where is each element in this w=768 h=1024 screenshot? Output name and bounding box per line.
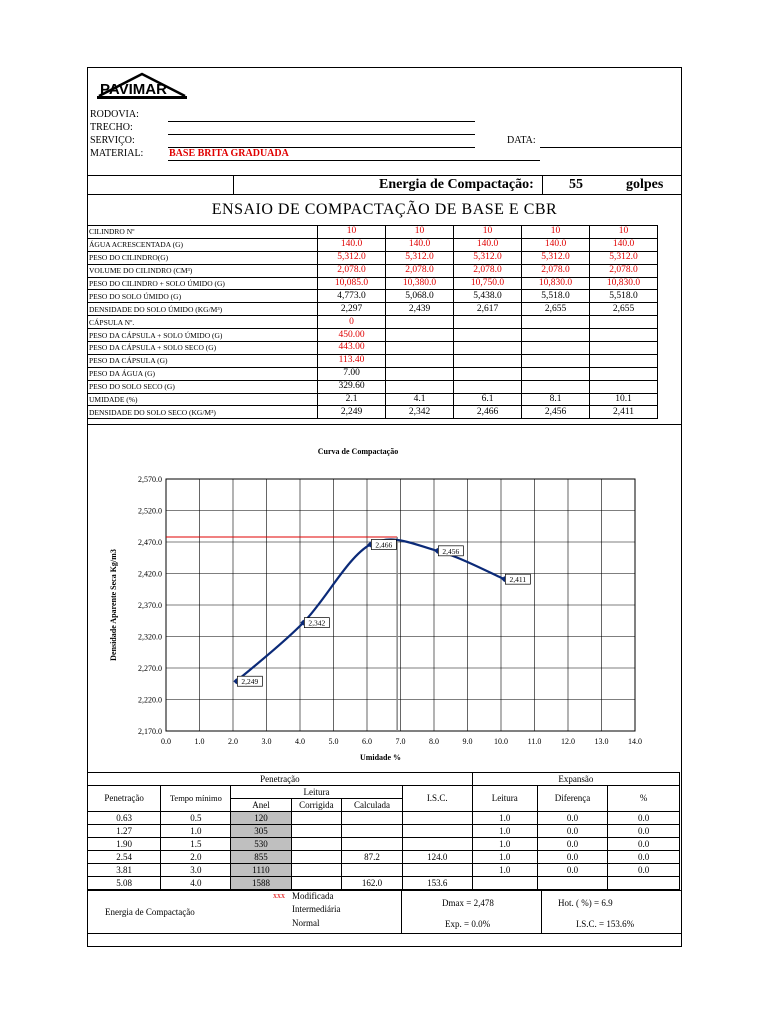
- cell-value: [454, 316, 522, 329]
- row-label: CILINDRO Nº: [88, 226, 318, 239]
- cell-anel: 305: [231, 825, 291, 838]
- cell-value: 2,617: [454, 303, 522, 316]
- x-tick-label: 4.0: [295, 737, 305, 746]
- cell-value: 4.1: [386, 393, 454, 406]
- x-tick-label: 6.0: [362, 737, 372, 746]
- row-label: VOLUME DO CILINDRO (CM³): [88, 264, 318, 277]
- cell-isc: [402, 838, 472, 851]
- cell-value: [386, 367, 454, 380]
- x-tick-label: 2.0: [228, 737, 238, 746]
- chart-area: [88, 424, 681, 773]
- cell-corr: [291, 838, 342, 851]
- cell-value: 329.60: [318, 380, 386, 393]
- y-tick-label: 2,420.0: [138, 569, 162, 579]
- data-label: 2,456: [442, 546, 460, 556]
- h-leitura: Leitura: [231, 786, 402, 799]
- table-row: [88, 264, 658, 277]
- cell-isc: [402, 812, 472, 825]
- cell-calc: [342, 838, 403, 851]
- option-intermediaria: Intermediária: [292, 904, 341, 914]
- cell-calc: 87.2: [342, 851, 403, 864]
- row-label: PESO DO SOLO SECO (G): [88, 380, 318, 393]
- cell-value: 10,085.0: [318, 277, 386, 290]
- cell-value: [454, 354, 522, 367]
- y-tick-label: 2,370.0: [138, 601, 162, 610]
- cell-calc: 162.0: [342, 877, 403, 890]
- x-tick-label: 12.0: [561, 737, 575, 746]
- cell-leit: 1.0: [472, 825, 537, 838]
- cell-pct: 0.0: [608, 812, 680, 825]
- cell-value: 2,078.0: [522, 264, 590, 277]
- cell-value: 10: [590, 226, 658, 239]
- cell-value: 10,830.0: [590, 277, 658, 290]
- y-tick-label: 2,570.0: [138, 475, 162, 484]
- cell-value: 5,312.0: [522, 251, 590, 264]
- table-row: [88, 838, 680, 851]
- h-calculada: Calculada: [342, 799, 403, 812]
- cell-value: 2,078.0: [318, 264, 386, 277]
- cell-value: [454, 367, 522, 380]
- cell-value: 5,312.0: [318, 251, 386, 264]
- cell-value: 10: [318, 226, 386, 239]
- x-tick-label: 7.0: [395, 737, 406, 746]
- data-label: 2,466: [375, 540, 393, 550]
- cell-pct: 0.0: [608, 864, 680, 877]
- cell-tempo: 1.0: [161, 825, 231, 838]
- summary-footer: [88, 890, 681, 934]
- row-label: CÁPSULA Nº.: [88, 316, 318, 329]
- cell-value: 5,312.0: [454, 251, 522, 264]
- cell-pen: 1.27: [88, 825, 161, 838]
- cell-value: [454, 329, 522, 342]
- label-material: MATERIAL:: [90, 148, 144, 159]
- cell-tempo: 3.0: [161, 864, 231, 877]
- table-row: [88, 825, 680, 838]
- cell-pen: 5.08: [88, 877, 161, 890]
- label-trecho: TRECHO:: [90, 122, 133, 133]
- cell-value: 140.0: [454, 238, 522, 251]
- cell-tempo: 4.0: [161, 877, 231, 890]
- table-row: [88, 393, 658, 406]
- option-modificada: Modificada: [292, 891, 334, 901]
- cell-value: 2,655: [590, 303, 658, 316]
- cell-value: 0: [318, 316, 386, 329]
- compaction-chart: [88, 425, 681, 773]
- y-tick-label: 2,320.0: [138, 632, 162, 642]
- logo-text: PAVIMAR: [100, 81, 167, 98]
- x-tick-label: 13.0: [594, 737, 609, 746]
- cell-corr: [291, 864, 342, 877]
- material-value: BASE BRITA GRADUADA: [169, 148, 289, 159]
- cell-tempo: 2.0: [161, 851, 231, 864]
- cell-leit: 1.0: [472, 812, 537, 825]
- cell-value: 443.00: [318, 342, 386, 355]
- x-tick-label: 14.0: [628, 737, 642, 746]
- cell-calc: [342, 825, 403, 838]
- cell-value: 140.0: [318, 238, 386, 251]
- y-axis-label: Densidade Aparente Seca Kg/m3: [109, 549, 118, 661]
- y-tick-label: 2,170.0: [138, 727, 162, 736]
- energy-separator: [542, 176, 543, 194]
- table-row: [88, 303, 658, 316]
- cell-pen: 0.63: [88, 812, 161, 825]
- cell-value: 5,438.0: [454, 290, 522, 303]
- cell-calc: [342, 864, 403, 877]
- table-row: [88, 851, 680, 864]
- cell-value: [454, 380, 522, 393]
- h-exp-leitura: Leitura: [472, 786, 537, 812]
- energy-box: [233, 175, 682, 195]
- table-row: [88, 251, 658, 264]
- group-expansao: Expansão: [472, 773, 679, 786]
- cell-value: 10.1: [590, 393, 658, 406]
- cell-value: 2.1: [318, 393, 386, 406]
- cell-value: [454, 342, 522, 355]
- label-servico: SERVIÇO:: [90, 135, 135, 146]
- cell-value: 7.00: [318, 367, 386, 380]
- cell-value: 2,078.0: [386, 264, 454, 277]
- cell-tempo: 1.5: [161, 838, 231, 851]
- cell-value: 2,297: [318, 303, 386, 316]
- cell-value: 2,466: [454, 406, 522, 419]
- x-tick-label: 9.0: [462, 737, 473, 746]
- cell-value: [590, 380, 658, 393]
- hot-value: Hot. ( %) = 6.9: [558, 898, 613, 908]
- cell-value: [386, 354, 454, 367]
- penetration-table: [87, 772, 680, 890]
- cell-value: [386, 342, 454, 355]
- label-data: DATA:: [507, 135, 536, 146]
- cell-isc: 153.6: [402, 877, 472, 890]
- cell-value: 5,312.0: [590, 251, 658, 264]
- cell-dif: 0.0: [537, 851, 607, 864]
- table-row: [88, 877, 680, 890]
- cell-anel: 530: [231, 838, 291, 851]
- cell-pct: 0.0: [608, 825, 680, 838]
- x-tick-label: 1.0: [194, 737, 205, 746]
- x-tick-label: 10.0: [494, 737, 508, 746]
- row-label: PESO DA CÁPSULA (G): [88, 354, 318, 367]
- cell-isc: 124.0: [402, 851, 472, 864]
- cell-dif: 0.0: [537, 812, 607, 825]
- table-row: [88, 406, 658, 419]
- cell-value: 2,078.0: [590, 264, 658, 277]
- energy-label: Energia de Compactação:: [379, 177, 534, 192]
- label-rodovia: RODOVIA:: [90, 109, 139, 120]
- footer-energy-label: Energia de Compactação: [105, 907, 195, 917]
- y-tick-label: 2,520.0: [138, 506, 162, 516]
- cell-value: [522, 354, 590, 367]
- table-row: [88, 226, 658, 239]
- table-row: [88, 290, 658, 303]
- table-row: [88, 354, 658, 367]
- row-label: PESO DA CÁPSULA + SOLO ÚMIDO (G): [88, 329, 318, 342]
- cell-value: [386, 316, 454, 329]
- cell-value: 2,342: [386, 406, 454, 419]
- row-label: DENSIDADE DO SOLO SECO (KG/M³): [88, 406, 318, 419]
- cell-pen: 1.90: [88, 838, 161, 851]
- cell-value: 5,518.0: [590, 290, 658, 303]
- compaction-table: [87, 225, 658, 419]
- cell-tempo: 0.5: [161, 812, 231, 825]
- cell-value: 2,411: [590, 406, 658, 419]
- cell-leit: 1.0: [472, 864, 537, 877]
- cell-value: 113.40: [318, 354, 386, 367]
- footer-separator: [541, 891, 542, 933]
- cell-value: [590, 354, 658, 367]
- energy-unit: golpes: [626, 177, 664, 192]
- row-label: PESO DA ÁGUA (G): [88, 367, 318, 380]
- y-tick-label: 2,270.0: [138, 664, 162, 673]
- cell-corr: [291, 851, 342, 864]
- footer-separator: [401, 891, 402, 933]
- row-label: DENSIDADE DO SOLO ÚMIDO (KG/M³): [88, 303, 318, 316]
- x-tick-label: 0.0: [161, 737, 171, 746]
- cell-value: [522, 316, 590, 329]
- cell-value: 2,456: [522, 406, 590, 419]
- table-row: [88, 277, 658, 290]
- table-row: [88, 864, 680, 877]
- h-tempo: Tempo mínimo: [161, 786, 231, 812]
- cell-value: [590, 329, 658, 342]
- cell-anel: 120: [231, 812, 291, 825]
- cell-value: 2,439: [386, 303, 454, 316]
- h-anel: Anel: [231, 799, 291, 812]
- cell-pct: 0.0: [608, 838, 680, 851]
- cell-value: [386, 380, 454, 393]
- cell-value: 10: [522, 226, 590, 239]
- cell-value: [522, 367, 590, 380]
- cell-dif: 0.0: [537, 838, 607, 851]
- cell-value: 2,655: [522, 303, 590, 316]
- rodovia-line: [168, 121, 475, 122]
- x-tick-label: 3.0: [261, 737, 272, 746]
- cell-calc: [342, 812, 403, 825]
- option-normal: Normal: [292, 918, 320, 928]
- cell-value: 2,249: [318, 406, 386, 419]
- cell-value: 10,830.0: [522, 277, 590, 290]
- energy-value: 55: [569, 177, 583, 192]
- cell-value: 10: [454, 226, 522, 239]
- table-row: [88, 329, 658, 342]
- data-label: 2,411: [509, 575, 527, 585]
- cell-value: 450.00: [318, 329, 386, 342]
- cell-corr: [291, 812, 342, 825]
- cell-isc: [402, 825, 472, 838]
- cell-corr: [291, 877, 342, 890]
- cell-value: 8.1: [522, 393, 590, 406]
- cell-anel: 1110: [231, 864, 291, 877]
- row-label: PESO DO CILINDRO(G): [88, 251, 318, 264]
- cell-pen: 2.54: [88, 851, 161, 864]
- cell-dif: [537, 877, 607, 890]
- cell-value: [522, 329, 590, 342]
- row-label: UMIDADE (%): [88, 393, 318, 406]
- table-row: [88, 342, 658, 355]
- h-corrigida: Corrigida: [291, 799, 342, 812]
- cell-corr: [291, 825, 342, 838]
- cell-value: 10,750.0: [454, 277, 522, 290]
- cell-pen: 3.81: [88, 864, 161, 877]
- row-label: PESO DA CÁPSULA + SOLO SECO (G): [88, 342, 318, 355]
- x-tick-label: 8.0: [429, 737, 439, 746]
- row-label: PESO DO SOLO ÚMIDO (G): [88, 290, 318, 303]
- data-label: 2,249: [241, 677, 259, 687]
- selected-marker: xxx: [273, 891, 285, 900]
- table-row: [88, 238, 658, 251]
- cell-value: 5,312.0: [386, 251, 454, 264]
- cell-value: 5,518.0: [522, 290, 590, 303]
- cell-anel: 1588: [231, 877, 291, 890]
- material-line: [168, 160, 540, 161]
- cell-value: [386, 329, 454, 342]
- cell-value: 5,068.0: [386, 290, 454, 303]
- cell-value: 10,380.0: [386, 277, 454, 290]
- h-penetracao: Penetração: [88, 786, 161, 812]
- isc-value: I.S.C. = 153.6%: [576, 919, 635, 929]
- h-isc: I.S.C.: [402, 786, 472, 812]
- h-diferenca: Diferença: [537, 786, 607, 812]
- cell-leit: 1.0: [472, 838, 537, 851]
- data-label: 2,342: [308, 618, 326, 628]
- trecho-line: [168, 134, 475, 135]
- cell-leit: [472, 877, 537, 890]
- cell-value: 2,078.0: [454, 264, 522, 277]
- x-tick-label: 11.0: [527, 737, 542, 746]
- cell-value: 6.1: [454, 393, 522, 406]
- table-row: [88, 316, 658, 329]
- pavimar-logo: [97, 72, 187, 104]
- cell-isc: [402, 864, 472, 877]
- cell-pct: 0.0: [608, 851, 680, 864]
- exp-value: Exp. = 0.0%: [445, 919, 491, 929]
- report-sheet: [87, 67, 682, 947]
- cell-value: 10: [386, 226, 454, 239]
- cell-pct: [608, 877, 680, 890]
- cell-leit: 1.0: [472, 851, 537, 864]
- page-title: ENSAIO DE COMPACTAÇÃO DE BASE E CBR: [211, 201, 558, 218]
- cell-value: [590, 367, 658, 380]
- cell-dif: 0.0: [537, 864, 607, 877]
- y-tick-label: 2,470.0: [138, 538, 162, 547]
- table-row: [88, 380, 658, 393]
- cell-value: 140.0: [386, 238, 454, 251]
- h-pct: %: [608, 786, 680, 812]
- data-line: [540, 147, 681, 148]
- cell-value: 4,773.0: [318, 290, 386, 303]
- chart-title: Curva de Compactação: [317, 447, 399, 456]
- table-row: [88, 812, 680, 825]
- dmax-value: Dmax = 2,478: [442, 898, 494, 908]
- x-tick-label: 5.0: [328, 737, 339, 746]
- table-row: [88, 367, 658, 380]
- row-label: PESO DO CILINDRO + SOLO ÚMIDO (G): [88, 277, 318, 290]
- cell-value: [590, 316, 658, 329]
- cell-dif: 0.0: [537, 825, 607, 838]
- row-label: ÁGUA ACRESCENTADA (G): [88, 238, 318, 251]
- group-penetracao: Penetração: [88, 773, 473, 786]
- x-axis-label: Umidade %: [359, 753, 402, 762]
- cell-value: [522, 342, 590, 355]
- cell-value: 140.0: [590, 238, 658, 251]
- cell-anel: 855: [231, 851, 291, 864]
- divider: [88, 194, 681, 195]
- cell-value: 140.0: [522, 238, 590, 251]
- cell-value: [590, 342, 658, 355]
- y-tick-label: 2,220.0: [138, 695, 162, 705]
- cell-value: [522, 380, 590, 393]
